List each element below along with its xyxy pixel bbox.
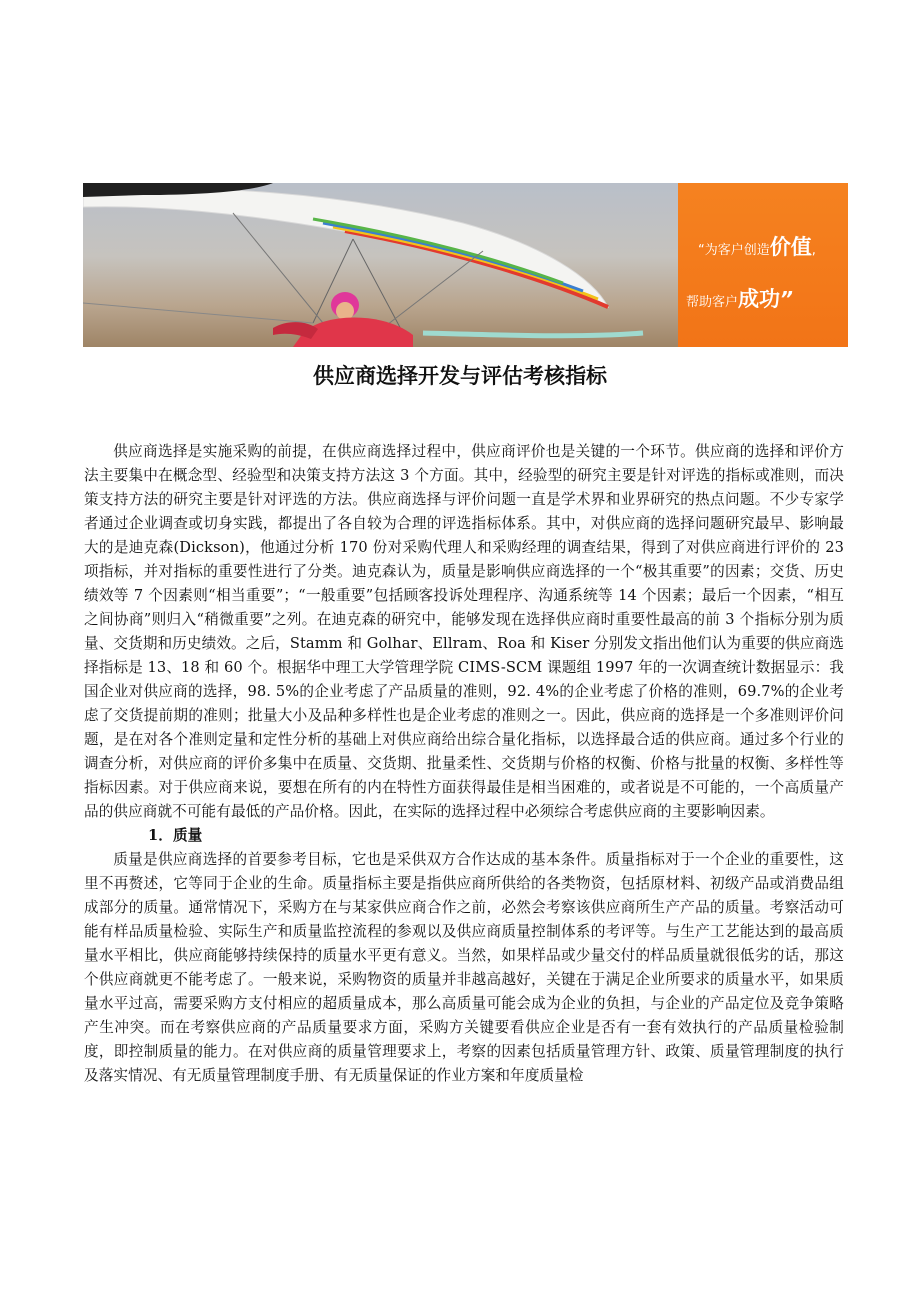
quality-paragraph: 质量是供应商选择的首要参考目标，它也是采供双方合作达成的基本条件。质量指标对于一个企业的重要性，这里不再赘述，它等同于企业的生命。质量指标主要是指供应商所供给的各类物资，包括原材料、初级产品或消费品组成部分的质量。通常情况下，采购方在与某家供应商合作之前，必然会考察该供应商所生产产品的质量。考察活动可能有样品质量检验、实际生产和质量监控流程的参观以及供应商质量控制体系的考评等。与生产工艺能达到的最高质量水平相比，供应商能够持续保持的质量水平更有意义。当然，如果样品或少量交付的样品质量就很低劣的话，那这个供应商就更不能考虑了。一般来说，采购物资的质量并非越高越好，关键在于满足企业所要求的质量水平，如果质量水平过高，需要采购方支付相应的超质量成本，那么高质量可能会成为企业的负担，与企业的产品定位及竞争策略产生冲突。而在考察供应商的产品质量要求方面，采购方关键要看供应企业是否有一套有效执行的产品质量检验制度，即控制质量的能力。在对供应商的质量管理要求上，考察的因素包括质量管理方针、政策、质量管理制度的执行及落实情况、有无质量管理制度手册、有无质量保证的作业方案和年度质量检 bbox=[84, 851, 844, 1084]
header-banner bbox=[83, 183, 848, 347]
slogan-2-prefix: 帮助客户 bbox=[686, 295, 739, 310]
hang-glider-photo bbox=[83, 183, 678, 347]
slogan-line-2 bbox=[686, 283, 793, 313]
slogan-panel bbox=[678, 183, 848, 347]
slogan-2-highlight: 成功 bbox=[738, 287, 781, 311]
document-body bbox=[84, 440, 844, 1088]
slogan-1-highlight: 价值 bbox=[769, 235, 812, 259]
intro-paragraph: 供应商选择是实施采购的前提，在供应商选择过程中，供应商评价也是关键的一个环节。供应商的选择和评价方法主要集中在概念型、经验型和决策支持方法这 3 个方面。其中，经验型的研究主要是针对评选的指标或准则，而决策支持方法的研究主要是针对评选的方法。供应商选择与评价问题一直是学术界和业界研究的热点问题。不少专家学者通过企业调查或切身实践，都提出了各自较为合理的评选指标体系。其中，对供应商的选择问题研究最早、影响最大的是迪克森(Dickson)，他通过分析 170 份对采购代理人和采购经理的调查结果，得到了对供应商进行评价的 23 项指标，并对指标的重要性进行了分类。迪克森认为，质量是影响供应商选择的一个“极其重要”的因素；交货、历史绩效等 7 个因素则“相当重要”；“一般重要”包括顾客投诉处理程序、沟通系统等 14 个因素；最后一个因素，“相互之间协商”则归入“稍微重要”之列。在迪克森的研究中，能够发现在选择供应商时重要性最高的前 3 个指标分别为质量、交货期和历史绩效。之后，Stamm 和 Golhar、Ellram、Roa 和 Kiser 分别发文指出他们认为重要的供应商选择指标是 13、18 和 60 个。根据华中理工大学管理学院 CIMS-SCM 课题组 1997 年的一次调查统计数据显示：我国企业对供应商的选择，98. 5%的企业考虑了产品质量的准则，92. 4%的企业考虑了价格的准则，69.7%的企业考虑了交货提前期的准则；批量大小及品种多样性也是企业考虑的准则之一。因此，供应商的选择是一个多准则评价问题，是在对各个准则定量和定性分析的基础上对供应商给出综合量化指标，以选择最合适的供应商。通过多个行业的调查分析，对供应商的评价多集中在质量、交货期、批量柔性、交货期与价格的权衡、价格与批量的权衡、多样性等指标因素。对于供应商来说，要想在所有的内在特性方面获得最佳是相当困难的，或者说是不可能的，一个高质量产品的供应商就不可能有最低的产品价格。因此，在实际的选择过程中必须综合考虑供应商的主要影响因素。 bbox=[84, 443, 844, 820]
hang-glider-illustration bbox=[83, 183, 678, 347]
slogan-1-prefix: “为客户创造 bbox=[698, 243, 770, 258]
slogan-1-suffix: , bbox=[811, 243, 816, 258]
slogan-2-suffix: ” bbox=[780, 287, 793, 311]
slogan-line-1 bbox=[698, 231, 816, 261]
document-title: 供应商选择开发与评估考核指标 bbox=[313, 364, 607, 388]
section-heading-quality: 1．质量 bbox=[148, 827, 203, 844]
